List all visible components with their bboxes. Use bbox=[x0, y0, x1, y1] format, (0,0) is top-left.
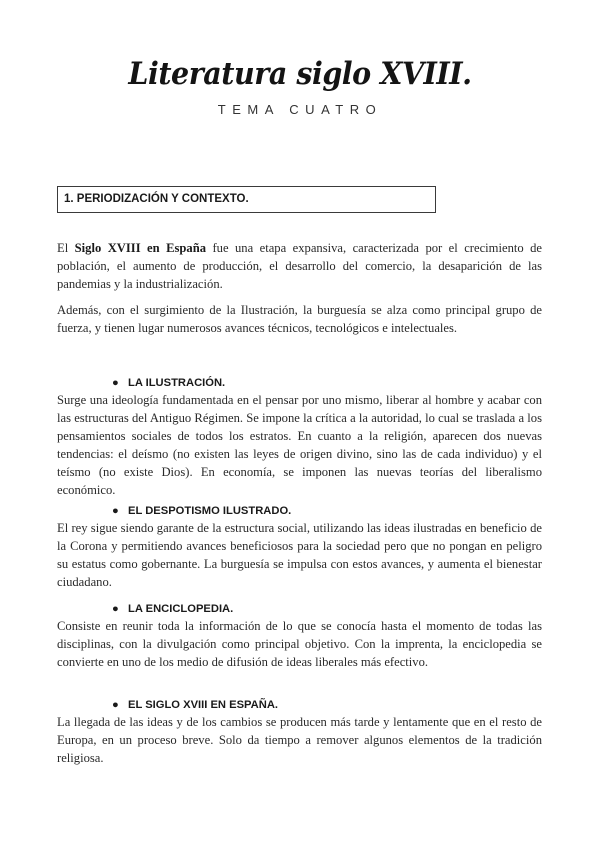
topic-heading-label: EL SIGLO XVIII EN ESPAÑA. bbox=[128, 699, 279, 711]
topic-heading-ilustracion bbox=[112, 377, 225, 389]
topic-text-espana: La llegada de las ideas y de los cambios se producen más tarde y lentamente que en el resto de Europa, en un proceso breve. Solo da tiempo a remover algunos elementos de la tradición religiosa. bbox=[57, 715, 542, 765]
intro-paragraph-2: Además, con el surgimiento de la Ilustración, la burguesía se alza como principal grupo de fuerza, y tienen lugar numerosos avances técnicos, tecnológicos e intelectuales. bbox=[57, 303, 542, 335]
topic-heading-label: LA ENCICLOPEDIA. bbox=[128, 603, 234, 615]
bullet-icon: ● bbox=[112, 699, 119, 711]
bullet-icon: ● bbox=[112, 377, 119, 389]
topic-heading-label: LA ILUSTRACIÓN. bbox=[128, 377, 226, 389]
intro-rest: fue una etapa expansiva, caracterizada por el crecimiento de población, el aumento de producción, el desarrollo del comercio, la desaparición de las pandemias y la industrialización. bbox=[57, 241, 542, 291]
page-subtitle: TEMA CUATRO bbox=[217, 102, 383, 117]
bullet-icon: ● bbox=[112, 505, 119, 517]
section-heading: 1. PERIODIZACIÓN Y CONTEXTO. bbox=[57, 186, 436, 213]
topic-heading-enciclopedia bbox=[112, 603, 233, 615]
intro-prefix: El bbox=[57, 241, 75, 255]
topic-text-enciclopedia: Consiste en reunir toda la información de lo que se conocía hasta el momento de todas las disciplinas, con la divulgación como principal objetivo. Con la imprenta, la enciclopedia se convierte en uno de los medio de difusión de ideas liberales más efectivo. bbox=[57, 619, 542, 669]
bullet-icon: ● bbox=[112, 603, 119, 615]
topic-heading-label: EL DESPOTISMO ILUSTRADO. bbox=[128, 505, 292, 517]
topic-heading-despotismo bbox=[112, 505, 291, 517]
intro-bold-term: Siglo XVIII en España bbox=[74, 241, 206, 255]
topic-heading-espana bbox=[112, 699, 278, 711]
topic-text-despotismo: El rey sigue siendo garante de la estructura social, utilizando las ideas ilustradas en beneficio de la Corona y permitiendo avances beneficiosos para la sociedad pero que no pongan en peligro su estatus como gobernante. La burguesía se impulsa con estos avances, y aumenta el bienestar ciudadano. bbox=[57, 521, 542, 589]
topic-text-ilustracion: Surge una ideología fundamentada en el pensar por uno mismo, liberar al hombre y acabar con las estructuras del Antiguo Régimen. Se impone la crítica a la autoridad, lo cual se traslada a los pensamientos sociales de todos los estratos. En cuanto a la religión, aparecen dos nuevas tendencias: el deísmo (no existen las leyes de origen divino, sino las de cada individuo) y el teísmo (no existe Dios). En economía, se imponen las nuevas teorías del liberalismo económico. bbox=[57, 393, 542, 497]
page-title: Literatura siglo XVIII. bbox=[128, 56, 472, 92]
intro-paragraph-1 bbox=[57, 239, 542, 293]
